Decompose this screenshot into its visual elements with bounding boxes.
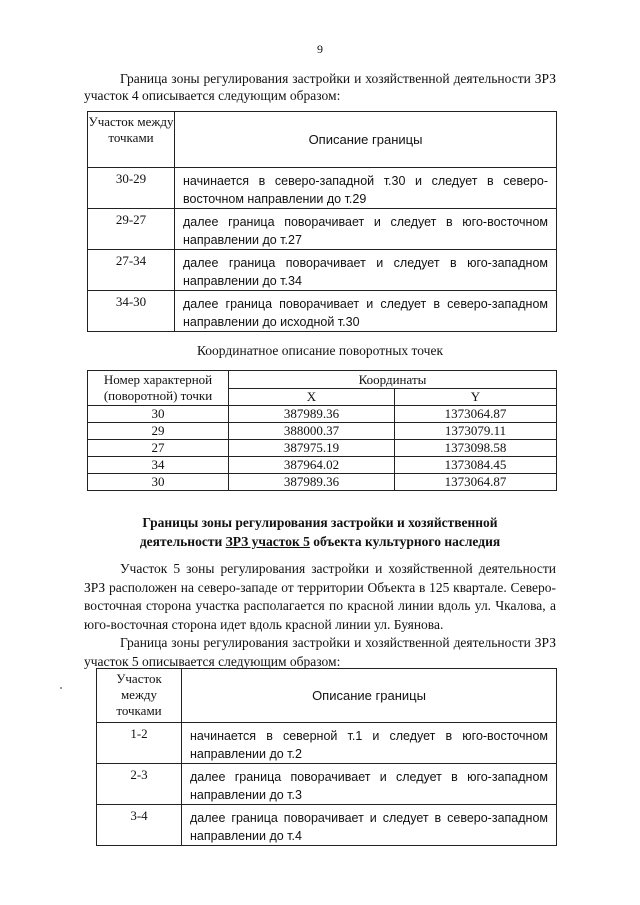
header-x: X <box>229 389 395 406</box>
header-points: Участок между точками <box>97 669 182 723</box>
header-point-number-line1: Номер характерной <box>103 372 213 387</box>
page-number: 9 <box>317 42 323 56</box>
cell-y: 1373084.45 <box>395 457 557 474</box>
cell-x: 387964.02 <box>229 457 395 474</box>
zone5-location-paragraph: Участок 5 зоны регулирования застройки и хозяйственной деятельности ЗРЗ расположен на северо-западе от территории Объекта в 125 квартале. Северо-восточная сторона участка располагается по красной линии вдоль ул. Чкалова, а юго-восточная сторона идет вдоль красной линии ул. Буянова. <box>84 561 556 632</box>
section-title-zone: ЗРЗ участок 5 <box>225 534 310 549</box>
cell-point: 29 <box>88 423 229 440</box>
cell-point: 30 <box>88 406 229 423</box>
zone5-boundary-table <box>96 668 557 846</box>
coords-caption: Координатное описание поворотных точек <box>196 343 444 358</box>
header-description: Описание границы <box>182 669 557 723</box>
section-title <box>84 513 556 551</box>
table-row <box>88 291 557 332</box>
zone4-boundary-table <box>87 111 557 332</box>
table-row <box>97 805 557 846</box>
table-row <box>88 474 557 491</box>
table-row <box>88 406 557 423</box>
table-row <box>97 723 557 764</box>
header-coordinates: Координаты <box>229 371 557 389</box>
table-row <box>88 209 557 250</box>
row-description: далее граница поворачивает и следует в юго-западном направлении до т.3 <box>182 764 557 805</box>
section-title-post: объекта культурного наследия <box>309 534 501 549</box>
row-description: далее граница поворачивает и следует в юго-западном направлении до т.34 <box>175 250 557 291</box>
cell-y: 1373064.87 <box>395 474 557 491</box>
table-row <box>88 440 557 457</box>
header-point-number-line2: (поворотной) точки <box>103 388 213 403</box>
table-row <box>88 250 557 291</box>
cell-x: 387975.19 <box>229 440 395 457</box>
row-description: далее граница поворачивает и следует в северо-западном направлении до т.4 <box>182 805 557 846</box>
row-points: 29-27 <box>88 209 175 250</box>
table-row <box>88 168 557 209</box>
section-title-pre: деятельности <box>139 534 226 549</box>
row-points: 1-2 <box>97 723 182 764</box>
section-title-line1: Границы зоны регулирования застройки и хозяйственной <box>142 515 498 530</box>
cell-y: 1373098.58 <box>395 440 557 457</box>
table-row <box>97 764 557 805</box>
cell-y: 1373079.11 <box>395 423 557 440</box>
table-header-row <box>97 669 557 723</box>
row-description: начинается в северной т.1 и следует в юго-восточном направлении до т.2 <box>182 723 557 764</box>
section-title-line2 <box>84 532 556 551</box>
row-points: 30-29 <box>88 168 175 209</box>
cell-x: 388000.37 <box>229 423 395 440</box>
cell-point: 30 <box>88 474 229 491</box>
cell-x: 387989.36 <box>229 406 395 423</box>
row-points: 34-30 <box>88 291 175 332</box>
scan-speck <box>60 687 62 689</box>
row-description: далее граница поворачивает и следует в юго-восточном направлении до т.27 <box>175 209 557 250</box>
row-description: далее граница поворачивает и следует в северо-западном направлении до исходной т.30 <box>175 291 557 332</box>
table-header-row <box>88 112 557 168</box>
header-description: Описание границы <box>175 112 557 168</box>
cell-x: 387989.36 <box>229 474 395 491</box>
header-y: Y <box>395 389 557 406</box>
row-points: 3-4 <box>97 805 182 846</box>
cell-y: 1373064.87 <box>395 406 557 423</box>
row-points: 27-34 <box>88 250 175 291</box>
header-point-number <box>88 371 229 406</box>
cell-point: 34 <box>88 457 229 474</box>
table-row <box>88 457 557 474</box>
cell-point: 27 <box>88 440 229 457</box>
row-description: начинается в северо-западной т.30 и следует в северо-восточном направлении до т.29 <box>175 168 557 209</box>
table-header-row <box>88 371 557 389</box>
coordinates-table <box>87 370 557 491</box>
intro-zone5-paragraph: Граница зоны регулирования застройки и хозяйственной деятельности ЗРЗ участок 5 описывается следующим образом: <box>84 635 556 669</box>
row-points: 2-3 <box>97 764 182 805</box>
intro-zone4-paragraph: Граница зоны регулирования застройки и хозяйственной деятельности ЗРЗ участок 4 описывается следующим образом: <box>84 71 556 103</box>
header-points: Участок между точками <box>88 112 175 168</box>
table-row <box>88 423 557 440</box>
